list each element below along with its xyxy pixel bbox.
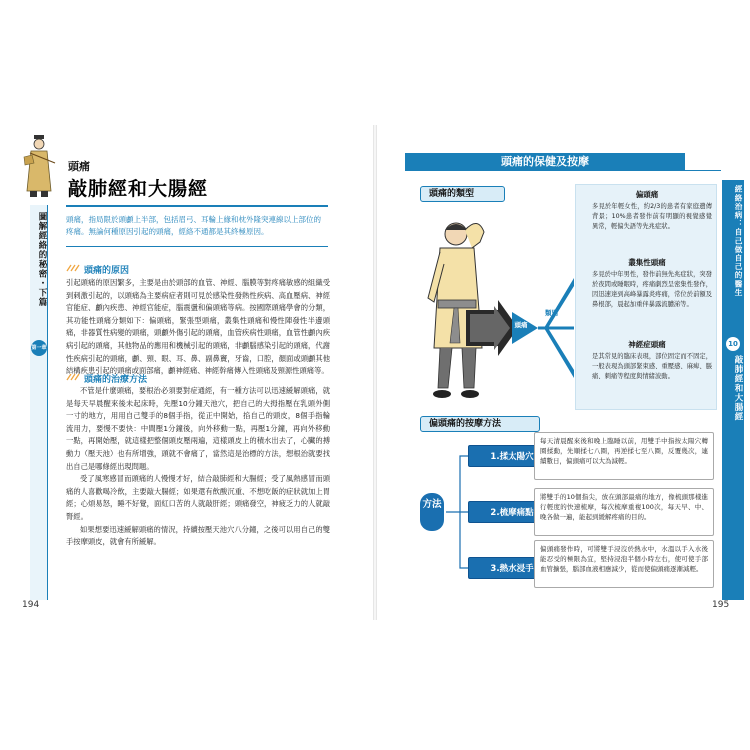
method-hot-water-soak: 3.熱水浸手: [468, 557, 556, 579]
type-title: 偏頭痛: [635, 190, 659, 199]
type-desc: 多見於中年男性，發作前無先兆症狀，突發於夜間或睡眠時，疼痛劇烈呈密集性發作，因迅速達到高峰暴露炎疼痛，常位於前額及鼻根部，晨起加重伴暴露流膿涕等。: [592, 271, 712, 308]
type-card-neurotic: [582, 339, 712, 382]
headache-types-panel: [575, 184, 717, 410]
intro-paragraph: 頭痛，指局限於頭顱上半部，包括眉弓、耳輪上緣和枕外隆突連線以上部位的疼痛。無論何種原因引起的頭痛，經絡不通都是其終極原因。: [66, 215, 321, 236]
type-card-migraine: [582, 189, 712, 232]
title-rule: [66, 205, 328, 207]
type-card-cluster: [582, 257, 712, 310]
treatment-paragraph-2: 受了風寒感冒而頭痛的人慢慢才好，結合敲肺經和大腸經；受了風熱感冒而頭痛的人喜歡喝冷飲，主要敲大腸經；如果還有飲酸沉重、不想吃飯的症狀就加上胃經；心煩易怒，睡不好覺，面紅口苦的人就敲肝經；頭痛發空，神疲乏力的人就敲腎經。: [66, 474, 330, 521]
section-title-causes: 頭痛的原因: [84, 266, 130, 276]
chapter-badge: 第一章: [31, 340, 47, 356]
section-title-treatment: 頭痛的治療方法: [84, 375, 148, 385]
classify-label: 類別: [545, 309, 558, 317]
triangle-label: 頭痛: [514, 321, 528, 329]
method-desc-comb-pain-point: 將雙手的10個指尖，放在頭部最痛的地方，像梳頭那樣進行輕度的快速梳摩，每次梳摩重複100次，每天早、中、晚各做一遍，能起到緩解疼痛的目的。: [534, 488, 714, 536]
method-desc-rub-temples: 每天清晨醒來後和晚上臨睡以前，用雙手中指按太陽穴轉圈揉動，先順揉七八圈，再逆揉七至八圈，反覆幾次，連續數日，偏頭痛可以大為減輕。: [534, 432, 714, 480]
pen-stroke-icon: [66, 264, 80, 272]
page-banner: 頭痛的保健及按摩: [405, 153, 685, 170]
pen-stroke-icon: [66, 373, 80, 381]
method-badge-label: 方法: [422, 499, 442, 510]
method-rub-temples: 1.揉太陽穴: [468, 445, 556, 467]
chapter-title: 敲肺經和大腸經: [68, 178, 209, 200]
chapter-subtitle: 頭痛: [68, 160, 90, 173]
chapter-number-badge: 10: [726, 337, 740, 351]
method-desc-hot-water-soak: 偏頭痛發作時，可將雙手浸沒於熱水中，水溫以手入水後能忍受的極限為宜，堅持浸泡半個小時左右，使可使手部血管擴張，腦部血液相應減少，從而使偏頭痛逐漸減輕。: [534, 540, 714, 588]
book-gutter: [373, 125, 377, 620]
right-side-tab-text-top: 經絡治病：自己做自己的醫生: [734, 185, 743, 297]
left-side-tab-text: 圖解經絡的秘密・下篇: [37, 212, 47, 307]
intro-rule: [66, 246, 328, 247]
type-title: 叢集性頭痛: [628, 258, 666, 267]
page-number-right: 195: [712, 600, 730, 610]
section-body-treatment: [66, 385, 330, 549]
type-desc: 多見於年輕女性，約2/3的患者有家庭遺傳背景；10%患者發作前有明顯的視覺感覺異常，輕偏失語等先兆症狀。: [592, 203, 712, 230]
massage-method-label: 偏頭痛的按摩方法: [420, 416, 540, 432]
type-title: 神經症頭痛: [628, 340, 666, 349]
headache-types-label: 頭痛的類型: [420, 186, 505, 202]
banner-rule: [405, 170, 721, 171]
section-body-causes: 引起頭痛的原因繁多，主要是由於頭部的血管、神經、腦膜等對疼痛敏感的組織受到刺激引起的，以頭痛為主要病症者則可見於感染性發熱性疾病、高血壓病、神經官能症、顱內疾患、神經官能症，腦震盪和偏頭痛等病。按國際頭痛學會的分類，其功能性頭痛分類如下：偏頭痛，緊張型頭痛，叢集性頭痛和慢性陣發性半邊頭痛，非器質性病變的頭痛，頭顱外傷引起的頭痛，血管疾病性頭痛，血管性顱內疾病引起的頭痛，其他物品的應用和機械引起的頭痛，非顱腦感染引起的頭痛，代謝性疾病引起的頭痛，顱、頸、眼、耳、鼻、副鼻竇，牙齒，口腔，顏面或頭顱其他結構疾患引起的頭痛或面部痛，顱神經痛、神經幹痛傳入性頭痛及頸源性頭痛等。: [66, 278, 330, 376]
type-desc: 是其常見的臨床表現，部位固定而不固定，一般表現為頭部緊束感、重壓感、麻痺、脹痛、刺痛等程度與情緒波動。: [592, 353, 712, 380]
right-side-tab-text-bottom: 敲肺經和大腸經: [733, 355, 743, 422]
method-comb-pain-point: 2.梳摩痛點: [468, 501, 556, 523]
treatment-paragraph-1: 不管是什麼頭痛，要根治必須要對症通經，有一種方法可以迅速緩解頭痛，就是每天早晨醒來後未起床時，先壓10分鐘天池穴，把自己的大拇指壓在乳頭外側一寸的地方，用用自己雙手的8個手指，從正中開始，掐自己的頭皮，8個手指輪流用力，要慢不要快：中間壓1分鐘後，向外移動一點，再壓1分鐘，再向外移動一點，再開始壓，就這樣把整個頭皮壓兩遍，這樣頭皮上的積水出去了，心臟的搏動力（壓天池）也有所增強，頭就不會痛了，當然這是治標的方法，想根治就要找出自己是哪條經出現問題。: [66, 386, 330, 471]
page-number-left: 194: [22, 600, 40, 610]
scholar-figure-icon: [22, 133, 56, 201]
treatment-paragraph-3: 如果想要迅速緩解頭痛的情況，持續按壓天池穴八分鐘，之後可以用自己的雙手按摩頭皮，就會有所緩解。: [66, 524, 330, 547]
